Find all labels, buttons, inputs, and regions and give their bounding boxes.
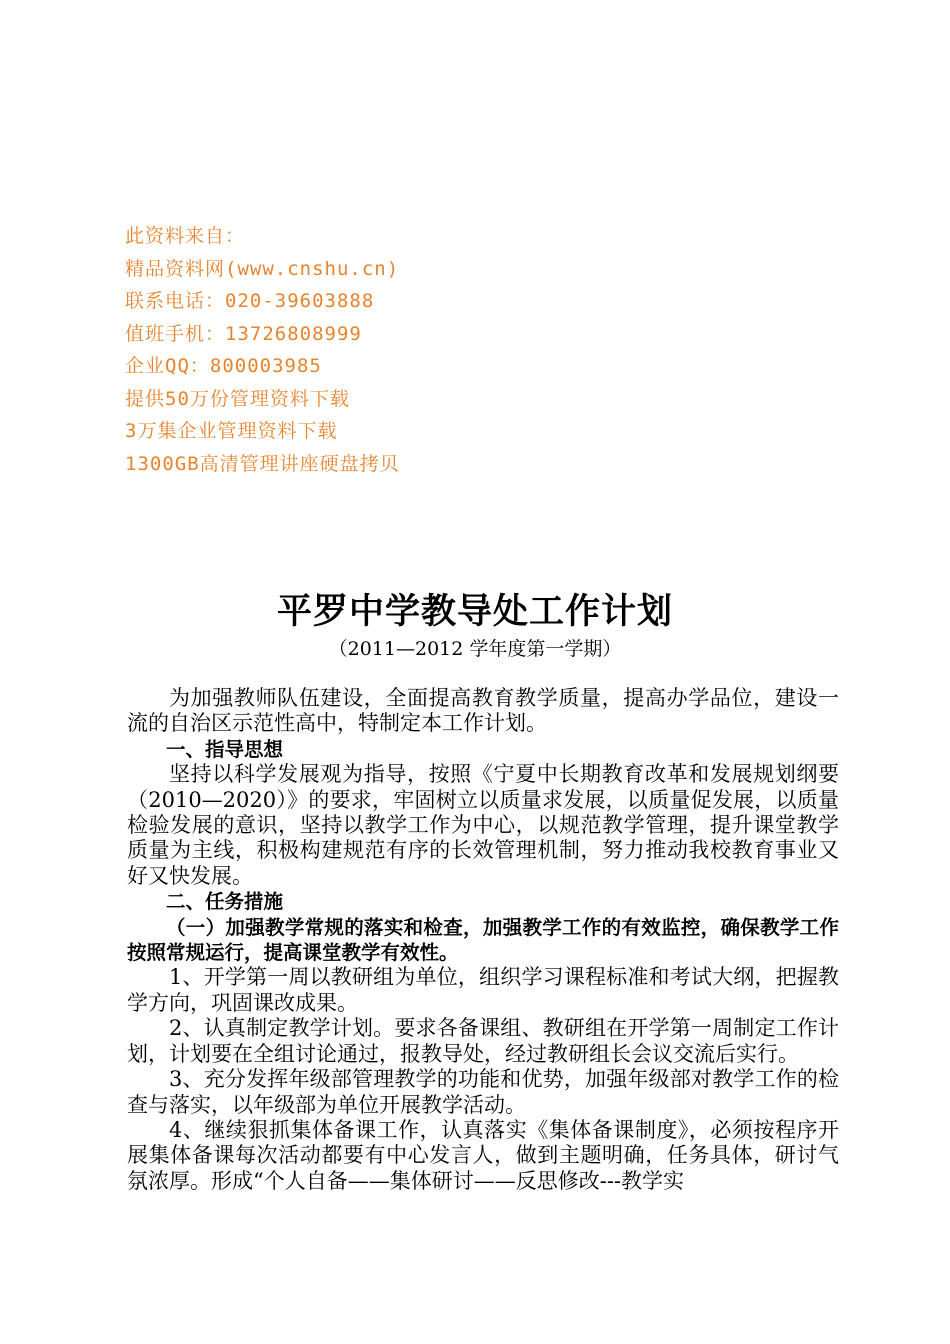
guiding-thought-paragraph: 坚持以科学发展观为指导，按照《宁夏中长期教育改革和发展规划纲要（2010—2020）》的要求，牢固树立以质量求发展，以质量促发展，以质量检验发展的意识，坚持以教学工作为中心，以规范教学管理，提升课堂教学质量为主线，积极构建规范有序的长效管理机制，努力推动我校教育事业又好又快发展。 — [127, 762, 839, 888]
ad-line-website: 精品资料网(www.cnshu.cn) — [125, 257, 400, 280]
list-item: 4、继续狠抓集体备课工作，认真落实《集体备课制度》，必须按程序开展集体备课每次活动都要有中心发言人，做到主题明确，任务具体，研讨气氛浓厚。形成“个人自备——集体研讨——反思修改---教学实 — [127, 1117, 839, 1193]
list-item: 3、充分发挥年级部管理教学的功能和优势，加强年级部对教学工作的检查与落实，以年级部为单位开展教学活动。 — [127, 1067, 839, 1117]
ad-line-source: 此资料来自： — [125, 225, 246, 247]
ad-line-offer-3: 1300GB高清管理讲座硬盘拷贝 — [125, 452, 400, 475]
intro-paragraph: 为加强教师队伍建设，全面提高教育教学质量，提高办学品位，建设一流的自治区示范性高中，特制定本工作计划。 — [127, 686, 839, 736]
document-subtitle: （2011—2012 学年度第一学期） — [328, 638, 622, 660]
document-body — [127, 686, 839, 1194]
list-item: 2、认真制定教学计划。要求各备课组、教研组在开学第一周制定工作计划，计划要在全组讨论通过，报教导处，经过教研组长会议交流后实行。 — [127, 1016, 839, 1066]
ad-line-qq: 企业QQ：800003985 — [125, 355, 322, 377]
source-ad-block — [125, 220, 400, 480]
section-heading-measures: 二、任务措施 — [166, 890, 284, 914]
document-title: 平罗中学教导处工作计划 — [276, 591, 673, 632]
ad-line-mobile: 值班手机：13726808999 — [125, 322, 362, 345]
subsection-heading-1: （一）加强教学常规的落实和检查，加强教学工作的有效监控，确保教学工作按照常规运行，提高课堂教学有效性。 — [127, 915, 839, 965]
ad-line-offer-1: 提供50万份管理资料下载 — [125, 387, 350, 410]
list-item: 1、开学第一周以教研组为单位，组织学习课程标准和考试大纲，把握教学方向，巩固课改成果。 — [127, 965, 839, 1015]
ad-line-offer-2: 3万集企业管理资料下载 — [125, 420, 338, 442]
section-heading-guiding-thought: 一、指导思想 — [166, 737, 284, 761]
ad-line-phone: 联系电话：020-39603888 — [125, 290, 375, 312]
